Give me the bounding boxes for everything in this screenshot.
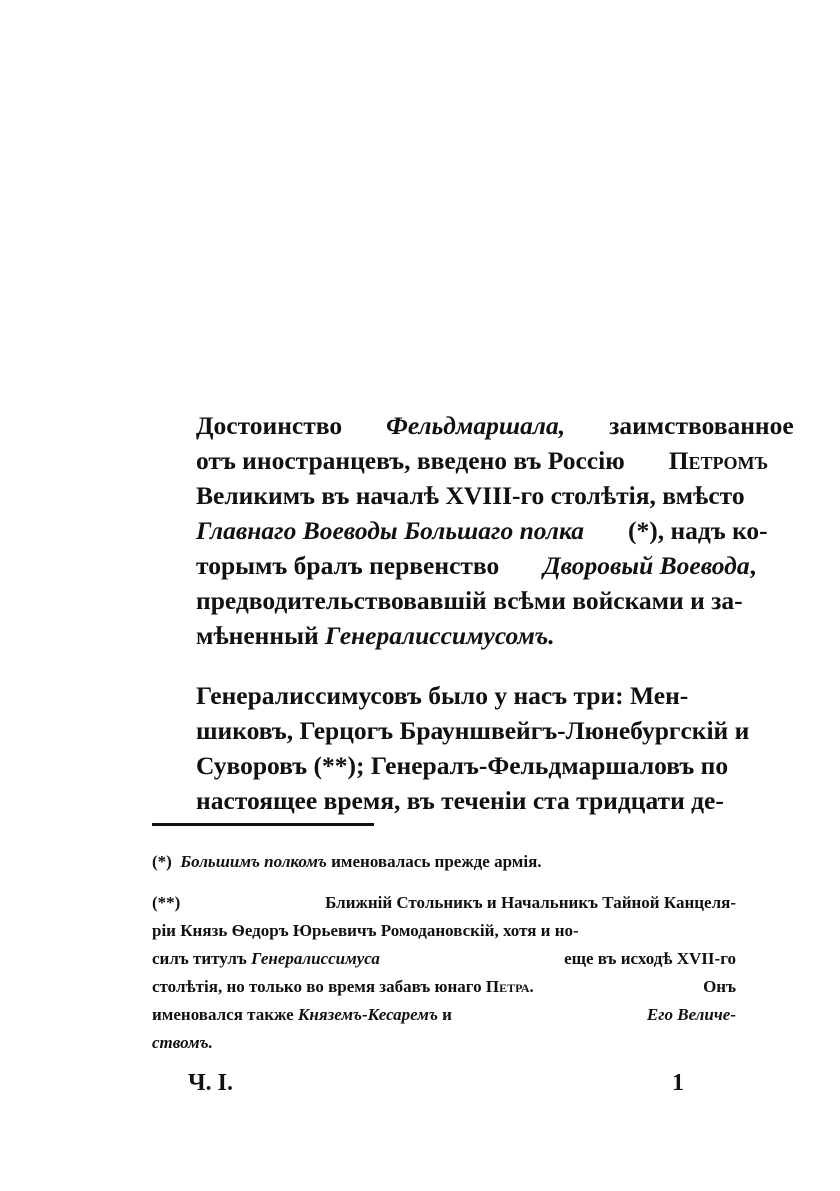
fn2-l5-italic-end: Его Величе-: [646, 1005, 736, 1024]
p1-l7-text: мѣненный: [196, 621, 326, 650]
fn1-italic: Большимъ полкомъ: [180, 852, 327, 871]
fn2-l4-smallcaps: Петра.: [485, 977, 534, 996]
p2-l2-text: шиковъ, Герцогъ Брауншвейгъ-Люнебургскій и: [196, 716, 750, 745]
fn2-l5-text: именовался также: [152, 1005, 298, 1024]
p1-line-3: [152, 478, 745, 513]
p1-l5-italic: Дворовый Воевода: [543, 551, 750, 580]
fn2-line-3: [152, 945, 736, 973]
footnotes: [152, 848, 736, 1057]
fn2-l5-italic: Княземъ-Кесаремъ: [297, 1005, 438, 1024]
p1-line-5: [152, 548, 756, 583]
p1-l2-smallcaps: Петромъ: [668, 446, 769, 475]
p1-l2-text: отъ иностранцевъ, введено въ Россію: [196, 446, 625, 475]
fn2-l4-text: столѣтія, но только во время забавъ юнаго: [152, 977, 486, 996]
fn2-mark: (**): [152, 893, 181, 912]
p1-line-4: [152, 513, 768, 548]
p1-l4-italic: Главнаго Воеводы Большаго полка: [196, 516, 584, 545]
fn2-l3-italic: Генералиссимуса: [251, 949, 380, 968]
footnote-separator: [152, 823, 374, 826]
p1-l5-text: торымъ бралъ первенство: [196, 551, 500, 580]
paragraph-1: [152, 408, 794, 653]
p1-line-7: [152, 618, 736, 653]
p1-line-6: [152, 583, 743, 618]
page-number: 1: [672, 1070, 684, 1096]
fn2-l6-italic: ствомъ.: [152, 1033, 213, 1052]
p1-l1-italic: Фельдмаршала,: [386, 411, 566, 440]
fn2-l3-text: силъ титулъ: [152, 949, 252, 968]
fn1-line-1: [152, 848, 736, 876]
p2-line-1: [152, 678, 736, 713]
fn2-line-5: [152, 1001, 736, 1029]
paragraph-2: [152, 678, 750, 818]
p2-l3-text: Суворовъ (**); Генералъ-Фельдмаршаловъ по: [196, 751, 729, 780]
main-text: [152, 408, 794, 818]
page-footer: [188, 1070, 684, 1097]
p1-l1-text-end: заимствованное: [609, 411, 794, 440]
p1-line-2: [152, 443, 769, 478]
p1-l1-text: Достоинство: [196, 411, 343, 440]
p1-l4-text: (*), надъ ко-: [628, 516, 768, 545]
fn1-mark: (*): [152, 852, 172, 871]
p2-line-2: [152, 713, 750, 748]
fn2-l4-text-end: Онъ: [703, 977, 736, 996]
signature-mark: Ч. I.: [188, 1070, 233, 1096]
p2-l1-text: Генералиссимусовъ было у насъ три: Мен-: [196, 681, 689, 710]
fn2-line-4: [152, 973, 736, 1001]
p1-l3-text: Великимъ въ началѣ XVIII-го столѣтія, вмѣсто: [196, 481, 745, 510]
p1-l6-text: предводительствовавшій всѣми войсками и за-: [196, 586, 743, 615]
footnote-1: [152, 848, 736, 876]
p2-l4-text: настоящее время, въ теченіи ста тридцати де-: [196, 786, 724, 815]
fn2-l3-text-end: еще въ исходѣ XVII-го: [564, 949, 736, 968]
p2-line-3: [152, 748, 736, 783]
fn2-l1-text: Ближній Стольникъ и Начальникъ Тайной Канцеля-: [325, 893, 736, 912]
p1-line-1: [152, 408, 794, 443]
p2-line-4: [152, 783, 736, 818]
p1-l5-comma: ,: [749, 551, 756, 580]
fn2-line-2: [152, 917, 736, 945]
fn2-l5-and: и: [437, 1005, 452, 1024]
footnote-2: [152, 889, 736, 1057]
p1-l7-italic: Генералиссимусомъ.: [325, 621, 555, 650]
fn1-text: именовалась прежде армія.: [326, 852, 542, 871]
fn2-line-1: [152, 889, 736, 917]
fn2-l2-text: ріи Князь Ѳедоръ Юрьевичъ Ромодановскій, хотя и но-: [152, 921, 579, 940]
fn2-line-6: [152, 1029, 736, 1057]
